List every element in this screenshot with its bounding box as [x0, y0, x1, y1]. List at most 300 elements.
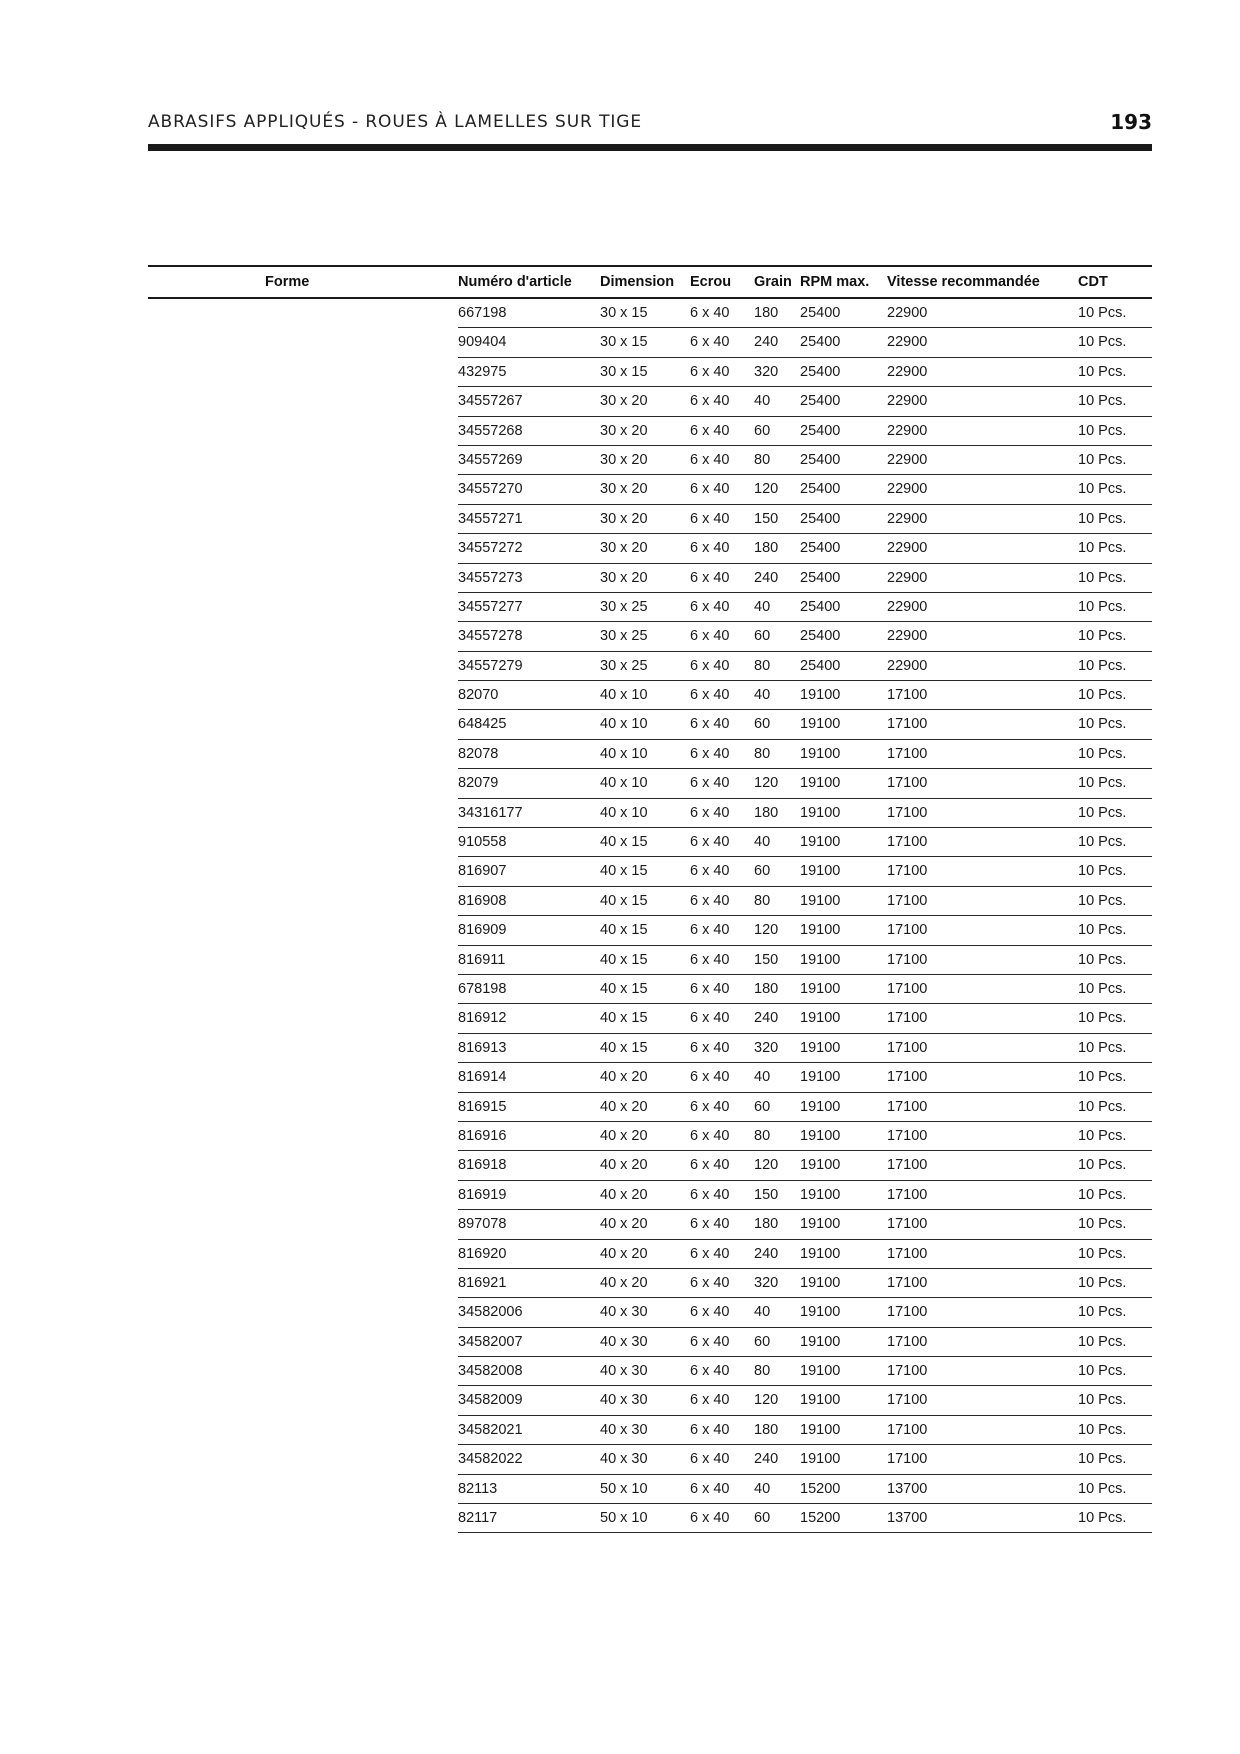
rpm-cell: 19100	[800, 1186, 841, 1203]
grain-cell: 40	[754, 1069, 771, 1086]
ecrou-cell: 6 x 40	[690, 540, 730, 557]
grain-cell: 80	[754, 745, 771, 762]
article-number-cell: 34557270	[458, 481, 523, 498]
rpm-cell: 25400	[800, 510, 841, 527]
table-row	[458, 564, 1152, 593]
article-number-cell: 648425	[458, 716, 507, 733]
article-number-cell: 816921	[458, 1274, 507, 1291]
grain-cell: 40	[754, 1304, 771, 1321]
grain-cell: 80	[754, 451, 771, 468]
article-number-cell: 816911	[458, 951, 506, 968]
table-row	[458, 1063, 1152, 1092]
cdt-cell: 10 Pcs.	[1078, 334, 1127, 351]
rpm-cell: 25400	[800, 540, 841, 557]
table-row	[458, 446, 1152, 475]
grain-cell: 240	[754, 1451, 779, 1468]
grain-cell: 120	[754, 1157, 779, 1174]
rpm-cell: 15200	[800, 1480, 841, 1497]
article-number-cell: 432975	[458, 363, 507, 380]
vitesse-cell: 17100	[887, 1421, 928, 1438]
grain-cell: 240	[754, 334, 779, 351]
cdt-cell: 10 Pcs.	[1078, 1333, 1127, 1350]
rpm-cell: 19100	[800, 951, 841, 968]
ecrou-cell: 6 x 40	[690, 1245, 730, 1262]
rpm-cell: 25400	[800, 334, 841, 351]
article-number-cell: 816909	[458, 922, 507, 939]
vitesse-cell: 17100	[887, 951, 928, 968]
rpm-cell: 15200	[800, 1510, 841, 1527]
ecrou-cell: 6 x 40	[690, 305, 730, 321]
dimension-cell: 40 x 30	[600, 1451, 648, 1468]
table-row	[458, 1240, 1152, 1269]
rpm-cell: 19100	[800, 716, 841, 733]
vitesse-cell: 22900	[887, 305, 928, 321]
article-number-cell: 816913	[458, 1039, 507, 1056]
grain-cell: 60	[754, 1510, 771, 1527]
article-number-cell: 678198	[458, 980, 507, 997]
ecrou-cell: 6 x 40	[690, 892, 730, 909]
dimension-cell: 30 x 25	[600, 657, 648, 674]
grain-cell: 120	[754, 1392, 779, 1409]
dimension-cell: 40 x 30	[600, 1421, 648, 1438]
table-body	[0, 299, 1240, 1533]
cdt-cell: 10 Pcs.	[1078, 834, 1127, 851]
cdt-cell: 10 Pcs.	[1078, 393, 1127, 410]
cdt-cell: 10 Pcs.	[1078, 422, 1127, 439]
grain-cell: 320	[754, 363, 779, 380]
article-number-cell: 34582009	[458, 1392, 523, 1409]
cdt-cell: 10 Pcs.	[1078, 775, 1127, 792]
table-row	[458, 1298, 1152, 1327]
cdt-cell: 10 Pcs.	[1078, 305, 1127, 321]
rpm-cell: 25400	[800, 305, 841, 321]
cdt-cell: 10 Pcs.	[1078, 863, 1127, 880]
vitesse-cell: 22900	[887, 422, 928, 439]
rpm-cell: 19100	[800, 687, 841, 704]
dimension-cell: 30 x 15	[600, 305, 648, 321]
table-row	[458, 828, 1152, 857]
article-number-cell: 816912	[458, 1010, 507, 1027]
dimension-cell: 40 x 15	[600, 834, 648, 851]
cdt-cell: 10 Pcs.	[1078, 1098, 1127, 1115]
grain-cell: 240	[754, 569, 779, 586]
dimension-cell: 40 x 15	[600, 922, 648, 939]
column-header-ecrou: Ecrou	[690, 274, 732, 290]
dimension-cell: 30 x 15	[600, 363, 648, 380]
rpm-cell: 19100	[800, 1451, 841, 1468]
dimension-cell: 40 x 20	[600, 1245, 648, 1262]
ecrou-cell: 6 x 40	[690, 1274, 730, 1291]
cdt-cell: 10 Pcs.	[1078, 628, 1127, 645]
ecrou-cell: 6 x 40	[690, 1010, 730, 1027]
table-row	[458, 534, 1152, 563]
cdt-cell: 10 Pcs.	[1078, 1127, 1127, 1144]
article-number-cell: 34582008	[458, 1363, 523, 1380]
column-header-dimension: Dimension	[600, 274, 675, 290]
article-number-cell: 34316177	[458, 804, 523, 821]
table-row	[458, 299, 1152, 328]
ecrou-cell: 6 x 40	[690, 422, 730, 439]
table-row	[458, 358, 1152, 387]
grain-cell: 320	[754, 1274, 779, 1291]
ecrou-cell: 6 x 40	[690, 334, 730, 351]
dimension-cell: 40 x 20	[600, 1098, 648, 1115]
ecrou-cell: 6 x 40	[690, 834, 730, 851]
article-number-cell: 667198	[458, 305, 507, 321]
table-row	[458, 857, 1152, 886]
table-row	[458, 1093, 1152, 1122]
grain-cell: 40	[754, 834, 771, 851]
dimension-cell: 40 x 20	[600, 1216, 648, 1233]
vitesse-cell: 17100	[887, 687, 928, 704]
dimension-cell: 40 x 20	[600, 1157, 648, 1174]
rpm-cell: 19100	[800, 1010, 841, 1027]
section-title: ABRASIFS APPLIQUÉS - ROUES À LAMELLES SUR TIGE	[148, 112, 642, 132]
rpm-cell: 19100	[800, 804, 841, 821]
dimension-cell: 50 x 10	[600, 1480, 648, 1497]
cdt-cell: 10 Pcs.	[1078, 1421, 1127, 1438]
article-number-cell: 34557273	[458, 569, 523, 586]
table-row	[458, 887, 1152, 916]
table-row	[458, 681, 1152, 710]
rpm-cell: 19100	[800, 775, 841, 792]
grain-cell: 180	[754, 980, 779, 997]
table-row	[458, 505, 1152, 534]
cdt-cell: 10 Pcs.	[1078, 1392, 1127, 1409]
cdt-cell: 10 Pcs.	[1078, 1010, 1127, 1027]
dimension-cell: 30 x 20	[600, 569, 648, 586]
vitesse-cell: 17100	[887, 804, 928, 821]
dimension-cell: 30 x 25	[600, 628, 648, 645]
column-header-rpm: RPM max.	[800, 274, 870, 290]
rpm-cell: 19100	[800, 1127, 841, 1144]
vitesse-cell: 17100	[887, 1010, 928, 1027]
rpm-cell: 25400	[800, 393, 841, 410]
grain-cell: 180	[754, 1216, 779, 1233]
vitesse-cell: 17100	[887, 1304, 928, 1321]
cdt-cell: 10 Pcs.	[1078, 657, 1127, 674]
dimension-cell: 40 x 20	[600, 1127, 648, 1144]
vitesse-cell: 17100	[887, 1098, 928, 1115]
cdt-cell: 10 Pcs.	[1078, 451, 1127, 468]
rpm-cell: 19100	[800, 1274, 841, 1291]
article-number-cell: 34557267	[458, 393, 523, 410]
vitesse-cell: 22900	[887, 451, 928, 468]
cdt-cell: 10 Pcs.	[1078, 1039, 1127, 1056]
grain-cell: 60	[754, 716, 771, 733]
ecrou-cell: 6 x 40	[690, 745, 730, 762]
grain-cell: 150	[754, 510, 779, 527]
rpm-cell: 19100	[800, 1333, 841, 1350]
rpm-cell: 25400	[800, 481, 841, 498]
cdt-cell: 10 Pcs.	[1078, 510, 1127, 527]
dimension-cell: 40 x 20	[600, 1274, 648, 1291]
grain-cell: 60	[754, 422, 771, 439]
ecrou-cell: 6 x 40	[690, 1039, 730, 1056]
rpm-cell: 19100	[800, 1157, 841, 1174]
rpm-cell: 25400	[800, 422, 841, 439]
dimension-cell: 40 x 30	[600, 1392, 648, 1409]
cdt-cell: 10 Pcs.	[1078, 687, 1127, 704]
vitesse-cell: 17100	[887, 1245, 928, 1262]
article-number-cell: 34557271	[458, 510, 523, 527]
table-row	[458, 1475, 1152, 1504]
rpm-cell: 19100	[800, 1039, 841, 1056]
vitesse-cell: 17100	[887, 745, 928, 762]
table-row	[458, 1181, 1152, 1210]
rpm-cell: 19100	[800, 1098, 841, 1115]
grain-cell: 180	[754, 305, 779, 321]
table-row	[458, 387, 1152, 416]
article-number-cell: 816907	[458, 863, 507, 880]
ecrou-cell: 6 x 40	[690, 980, 730, 997]
article-number-cell: 34582007	[458, 1333, 523, 1350]
dimension-cell: 40 x 10	[600, 687, 648, 704]
dimension-cell: 30 x 25	[600, 598, 648, 615]
rpm-cell: 25400	[800, 569, 841, 586]
ecrou-cell: 6 x 40	[690, 451, 730, 468]
ecrou-cell: 6 x 40	[690, 1157, 730, 1174]
article-number-cell: 82117	[458, 1510, 498, 1527]
grain-cell: 320	[754, 1039, 779, 1056]
cdt-cell: 10 Pcs.	[1078, 1480, 1127, 1497]
page-number: 193	[1110, 110, 1152, 134]
column-header-cdt: CDT	[1078, 274, 1108, 290]
table-row	[458, 1210, 1152, 1239]
rpm-cell: 19100	[800, 1363, 841, 1380]
grain-cell: 40	[754, 687, 771, 704]
column-header-article: Numéro d'article	[458, 274, 572, 290]
grain-cell: 40	[754, 598, 771, 615]
rpm-cell: 19100	[800, 745, 841, 762]
vitesse-cell: 17100	[887, 1127, 928, 1144]
cdt-cell: 10 Pcs.	[1078, 540, 1127, 557]
article-number-cell: 34557278	[458, 628, 523, 645]
table-row	[458, 916, 1152, 945]
ecrou-cell: 6 x 40	[690, 481, 730, 498]
grain-cell: 120	[754, 775, 779, 792]
cdt-cell: 10 Pcs.	[1078, 1216, 1127, 1233]
vitesse-cell: 17100	[887, 775, 928, 792]
dimension-cell: 50 x 10	[600, 1510, 648, 1527]
article-number-cell: 816915	[458, 1098, 507, 1115]
table-row	[458, 593, 1152, 622]
dimension-cell: 40 x 10	[600, 804, 648, 821]
ecrou-cell: 6 x 40	[690, 863, 730, 880]
vitesse-cell: 17100	[887, 892, 928, 909]
vitesse-cell: 17100	[887, 1186, 928, 1203]
vitesse-cell: 17100	[887, 1069, 928, 1086]
ecrou-cell: 6 x 40	[690, 1510, 730, 1527]
table-row	[458, 417, 1152, 446]
cdt-cell: 10 Pcs.	[1078, 716, 1127, 733]
ecrou-cell: 6 x 40	[690, 716, 730, 733]
table-row	[458, 1416, 1152, 1445]
article-number-cell: 82078	[458, 745, 499, 762]
table-row	[458, 1357, 1152, 1386]
vitesse-cell: 17100	[887, 1274, 928, 1291]
table-row	[458, 1328, 1152, 1357]
vitesse-cell: 17100	[887, 1363, 928, 1380]
grain-cell: 60	[754, 863, 771, 880]
article-number-cell: 816919	[458, 1186, 507, 1203]
article-number-cell: 82113	[458, 1480, 498, 1497]
cdt-cell: 10 Pcs.	[1078, 745, 1127, 762]
vitesse-cell: 17100	[887, 834, 928, 851]
cdt-cell: 10 Pcs.	[1078, 1274, 1127, 1291]
rpm-cell: 25400	[800, 628, 841, 645]
grain-cell: 80	[754, 657, 771, 674]
grain-cell: 80	[754, 1363, 771, 1380]
column-header-grain: Grain	[754, 274, 792, 290]
article-number-cell: 816914	[458, 1069, 507, 1086]
cdt-cell: 10 Pcs.	[1078, 1451, 1127, 1468]
grain-cell: 120	[754, 481, 779, 498]
grain-cell: 60	[754, 1098, 771, 1115]
rpm-cell: 25400	[800, 598, 841, 615]
grain-cell: 40	[754, 393, 771, 410]
ecrou-cell: 6 x 40	[690, 775, 730, 792]
article-number-cell: 34557269	[458, 451, 523, 468]
cdt-cell: 10 Pcs.	[1078, 1245, 1127, 1262]
vitesse-cell: 17100	[887, 863, 928, 880]
rpm-cell: 25400	[800, 363, 841, 380]
ecrou-cell: 6 x 40	[690, 1421, 730, 1438]
vitesse-cell: 22900	[887, 481, 928, 498]
article-number-cell: 816908	[458, 892, 507, 909]
grain-cell: 180	[754, 540, 779, 557]
ecrou-cell: 6 x 40	[690, 363, 730, 380]
ecrou-cell: 6 x 40	[690, 687, 730, 704]
grain-cell: 150	[754, 1186, 779, 1203]
ecrou-cell: 6 x 40	[690, 1216, 730, 1233]
dimension-cell: 40 x 15	[600, 1010, 648, 1027]
grain-cell: 240	[754, 1245, 779, 1262]
vitesse-cell: 22900	[887, 510, 928, 527]
dimension-cell: 30 x 20	[600, 510, 648, 527]
cdt-cell: 10 Pcs.	[1078, 1157, 1127, 1174]
table-row	[458, 1386, 1152, 1415]
article-number-cell: 816916	[458, 1127, 507, 1144]
cdt-cell: 10 Pcs.	[1078, 363, 1127, 380]
article-number-cell: 910558	[458, 834, 507, 851]
dimension-cell: 40 x 20	[600, 1186, 648, 1203]
dimension-cell: 30 x 20	[600, 451, 648, 468]
rpm-cell: 19100	[800, 922, 841, 939]
ecrou-cell: 6 x 40	[690, 1098, 730, 1115]
article-number-cell: 909404	[458, 334, 507, 351]
vitesse-cell: 13700	[887, 1510, 928, 1527]
cdt-cell: 10 Pcs.	[1078, 804, 1127, 821]
column-header-vitesse: Vitesse recommandée	[887, 274, 1040, 290]
vitesse-cell: 13700	[887, 1480, 928, 1497]
ecrou-cell: 6 x 40	[690, 569, 730, 586]
ecrou-cell: 6 x 40	[690, 1480, 730, 1497]
grain-cell: 180	[754, 1421, 779, 1438]
ecrou-cell: 6 x 40	[690, 1069, 730, 1086]
article-number-cell: 816918	[458, 1157, 507, 1174]
ecrou-cell: 6 x 40	[690, 393, 730, 410]
ecrou-cell: 6 x 40	[690, 804, 730, 821]
cdt-cell: 10 Pcs.	[1078, 892, 1127, 909]
vitesse-cell: 22900	[887, 334, 928, 351]
table-row	[458, 1504, 1152, 1533]
cdt-cell: 10 Pcs.	[1078, 1186, 1127, 1203]
grain-cell: 80	[754, 892, 771, 909]
dimension-cell: 30 x 20	[600, 393, 648, 410]
dimension-cell: 40 x 30	[600, 1363, 648, 1380]
dimension-cell: 40 x 15	[600, 980, 648, 997]
article-number-cell: 816920	[458, 1245, 507, 1262]
rpm-cell: 25400	[800, 451, 841, 468]
dimension-cell: 40 x 10	[600, 745, 648, 762]
article-number-cell: 34557268	[458, 422, 523, 439]
dimension-cell: 40 x 30	[600, 1333, 648, 1350]
ecrou-cell: 6 x 40	[690, 922, 730, 939]
dimension-cell: 40 x 20	[600, 1069, 648, 1086]
table-row	[458, 328, 1152, 357]
cdt-cell: 10 Pcs.	[1078, 569, 1127, 586]
vitesse-cell: 22900	[887, 628, 928, 645]
vitesse-cell: 17100	[887, 1039, 928, 1056]
ecrou-cell: 6 x 40	[690, 1186, 730, 1203]
rpm-cell: 19100	[800, 1392, 841, 1409]
article-number-cell: 34557272	[458, 540, 523, 557]
grain-cell: 180	[754, 804, 779, 821]
article-number-cell: 34582021	[458, 1421, 523, 1438]
article-number-cell: 34557279	[458, 657, 523, 674]
grain-cell: 40	[754, 1480, 771, 1497]
table-row	[458, 975, 1152, 1004]
table-row	[458, 1034, 1152, 1063]
table-row	[458, 946, 1152, 975]
cdt-cell: 10 Pcs.	[1078, 1363, 1127, 1380]
dimension-cell: 30 x 20	[600, 540, 648, 557]
table-row	[458, 710, 1152, 739]
rpm-cell: 25400	[800, 657, 841, 674]
ecrou-cell: 6 x 40	[690, 1304, 730, 1321]
rpm-cell: 19100	[800, 1245, 841, 1262]
vitesse-cell: 17100	[887, 1157, 928, 1174]
ecrou-cell: 6 x 40	[690, 1392, 730, 1409]
vitesse-cell: 17100	[887, 980, 928, 997]
grain-cell: 240	[754, 1010, 779, 1027]
table-row	[458, 769, 1152, 798]
cdt-cell: 10 Pcs.	[1078, 1510, 1127, 1527]
rpm-cell: 19100	[800, 834, 841, 851]
table-row	[458, 652, 1152, 681]
ecrou-cell: 6 x 40	[690, 951, 730, 968]
dimension-cell: 40 x 15	[600, 863, 648, 880]
ecrou-cell: 6 x 40	[690, 510, 730, 527]
rpm-cell: 19100	[800, 1304, 841, 1321]
article-number-cell: 82079	[458, 775, 499, 792]
table-row	[458, 1445, 1152, 1474]
article-number-cell: 82070	[458, 687, 499, 704]
table-row	[458, 799, 1152, 828]
dimension-cell: 40 x 10	[600, 716, 648, 733]
grain-cell: 60	[754, 1333, 771, 1350]
article-number-cell: 34582022	[458, 1451, 523, 1468]
cdt-cell: 10 Pcs.	[1078, 951, 1127, 968]
vitesse-cell: 17100	[887, 1451, 928, 1468]
vitesse-cell: 22900	[887, 598, 928, 615]
cdt-cell: 10 Pcs.	[1078, 1069, 1127, 1086]
cdt-cell: 10 Pcs.	[1078, 980, 1127, 997]
table-row	[458, 1269, 1152, 1298]
dimension-cell: 30 x 20	[600, 422, 648, 439]
grain-cell: 150	[754, 951, 779, 968]
